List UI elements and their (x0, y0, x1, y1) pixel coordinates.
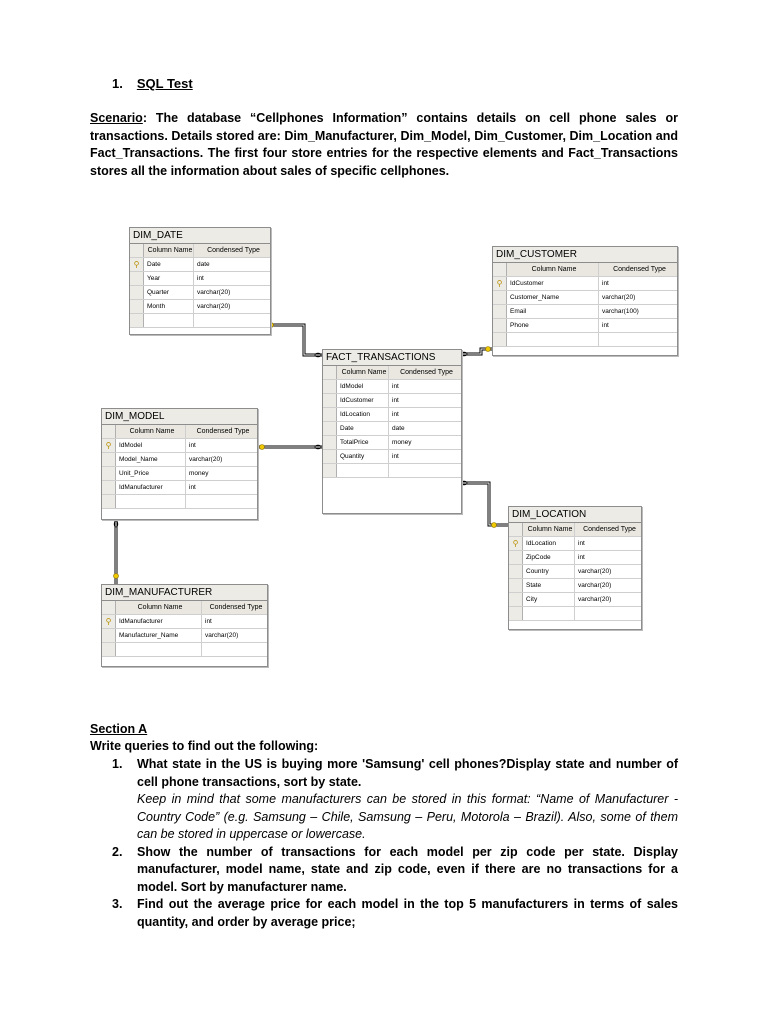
condensed-type-header: Condensed Type (613, 266, 666, 273)
primary-key-icon: ⚲ (130, 258, 144, 271)
table-row[interactable]: ⚲ Date date (130, 258, 270, 272)
table-row[interactable]: IdLocation int (323, 408, 461, 422)
primary-key-icon: ⚲ (493, 277, 507, 290)
one-end-key-icon (486, 347, 491, 352)
table-title: DIM_DATE (133, 230, 183, 241)
er-diagram (0, 220, 768, 680)
empty-row[interactable] (323, 464, 461, 478)
table-dim-date[interactable] (129, 227, 271, 335)
table-row[interactable]: Date date (323, 422, 461, 436)
column-name-header: Column Name (337, 366, 389, 379)
column-grid (102, 600, 267, 666)
scenario-text: : The database “Cellphones Information” contains details on cell phone sales or transactions. Details stored are: Dim_Manufacturer, Dim_Model, Dim_Customer, Dim_Location and Fact_Transactions. The first four store entries for the respective elements and Fact_Transactions stores all the information about sales of specific cellphones. (90, 111, 678, 178)
column-grid (509, 522, 641, 629)
condensed-type-header: Condensed Type (207, 247, 260, 254)
table-row[interactable]: Email varchar(100) (493, 305, 677, 319)
table-title: DIM_MODEL (105, 411, 165, 422)
table-title: FACT_TRANSACTIONS (326, 352, 436, 363)
heading-title: SQL Test (136, 76, 193, 91)
empty-row[interactable] (509, 607, 641, 621)
section-a-title: Section A (90, 722, 148, 736)
section-a-intro: Write queries to find out the following: (90, 739, 319, 753)
table-row[interactable]: ⚲ IdManufacturer int (102, 615, 267, 629)
relationship-fact-location (461, 482, 508, 524)
table-dim-model[interactable] (101, 408, 258, 520)
table-dim-customer[interactable] (492, 246, 678, 356)
empty-row[interactable] (493, 333, 677, 347)
table-row[interactable]: Manufacturer_Name varchar(20) (102, 629, 267, 643)
table-row[interactable]: ⚲ IdLocation int (509, 537, 641, 551)
column-grid (102, 424, 257, 519)
empty-row[interactable] (102, 643, 267, 657)
column-name-header: Column Name (523, 523, 575, 536)
condensed-type-header: Condensed Type (583, 526, 636, 533)
question-number: 3. (112, 897, 123, 911)
table-row[interactable]: ⚲ IdCustomer int (493, 277, 677, 291)
column-grid (323, 365, 461, 513)
table-row[interactable]: State varchar(20) (509, 579, 641, 593)
table-title: DIM_CUSTOMER (496, 249, 577, 260)
primary-key-icon: ⚲ (102, 615, 116, 628)
table-title: DIM_MANUFACTURER (105, 587, 213, 598)
empty-row[interactable] (102, 495, 257, 509)
heading-number: 1. (112, 76, 123, 91)
condensed-type-header: Condensed Type (400, 369, 453, 376)
table-row[interactable]: IdModel int (323, 380, 461, 394)
column-name-header: Column Name (144, 244, 194, 257)
relationship-date-fact (270, 324, 324, 354)
column-grid (493, 262, 677, 355)
question-number: 2. (112, 844, 123, 859)
table-row[interactable]: Phone int (493, 319, 677, 333)
one-end-key-icon (114, 574, 119, 579)
question-item (90, 756, 678, 844)
table-dim-location[interactable] (508, 506, 642, 630)
table-row[interactable]: Year int (130, 272, 270, 286)
column-name-header: Column Name (507, 263, 599, 276)
table-title: DIM_LOCATION (512, 509, 587, 520)
table-row[interactable]: Month varchar(20) (130, 300, 270, 314)
primary-key-icon: ⚲ (509, 537, 523, 550)
empty-row[interactable] (130, 314, 270, 328)
question-note: Keep in mind that some manufacturers can be stored in this format: “Name of Manufacturer - Country Code” (e.g. Samsung – Chile, Samsung – Peru, Motorola – Brazil). Also, some of them can be stored in uppercase or lowercase. (137, 792, 678, 841)
table-dim-manufacturer[interactable] (101, 584, 268, 667)
table-row[interactable]: Quantity int (323, 450, 461, 464)
question-list (90, 756, 678, 931)
scenario-paragraph (90, 110, 678, 180)
table-row[interactable]: Customer_Name varchar(20) (493, 291, 677, 305)
table-fact-transactions[interactable] (322, 349, 462, 514)
table-row[interactable]: Unit_Price money (102, 467, 257, 481)
table-row[interactable]: IdManufacturer int (102, 481, 257, 495)
table-row[interactable]: TotalPrice money (323, 436, 461, 450)
question-item (90, 844, 678, 897)
question-text: Show the number of transactions for each model per zip code per state. Display manufacturer, model name, state and zip code, even if there are no transactions for a model. Sort by manufacturer name. (137, 844, 678, 894)
table-row[interactable]: ⚲ IdModel int (102, 439, 257, 453)
one-end-key-icon (492, 523, 497, 528)
section-heading (112, 76, 193, 91)
question-text: Find out the average price for each model in the top 5 manufacturers in terms of sales quantity, and order by average price; (137, 897, 678, 929)
table-row[interactable]: Country varchar(20) (509, 565, 641, 579)
primary-key-icon: ⚲ (102, 439, 116, 452)
table-row[interactable]: Quarter varchar(20) (130, 286, 270, 300)
one-end-key-icon (260, 445, 265, 450)
column-name-header: Column Name (116, 425, 186, 438)
column-grid (130, 243, 270, 334)
question-text: What state in the US is buying more 'Samsung' cell phones?Display state and number of cell phone transactions, sort by state. (137, 757, 678, 789)
question-item (90, 896, 678, 931)
table-row[interactable]: Model_Name varchar(20) (102, 453, 257, 467)
condensed-type-header: Condensed Type (209, 604, 263, 611)
question-number: 1. (112, 757, 123, 771)
table-row[interactable]: City varchar(20) (509, 593, 641, 607)
table-row[interactable]: IdCustomer int (323, 394, 461, 408)
condensed-type-header: Condensed Type (196, 428, 250, 435)
column-name-header: Column Name (116, 601, 202, 614)
table-row[interactable]: ZipCode int (509, 551, 641, 565)
scenario-label: Scenario (90, 111, 143, 125)
